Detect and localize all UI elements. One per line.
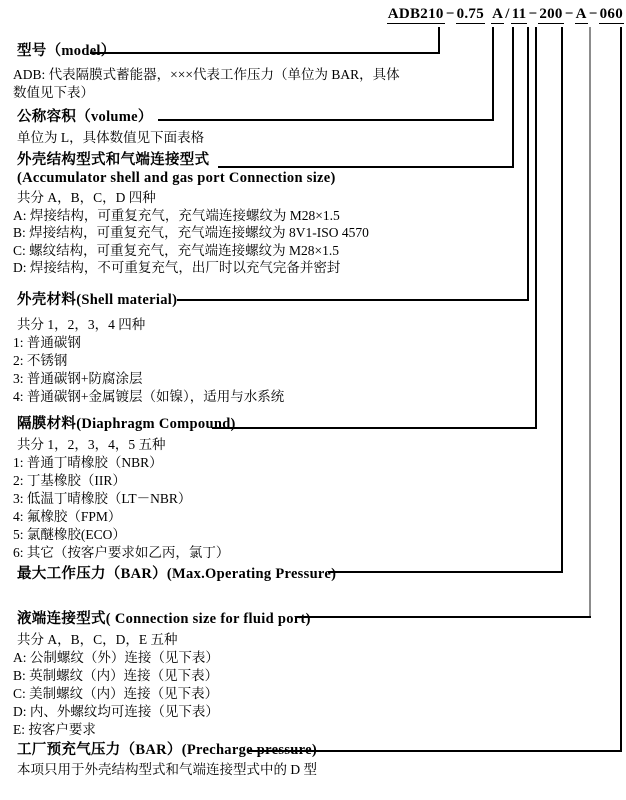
section-model-heading: 型号（model） bbox=[17, 43, 116, 59]
connector-model-vline bbox=[438, 27, 440, 54]
text-line: 5: 氯醚橡胶(ECO） bbox=[13, 527, 126, 542]
section-diaphragm bbox=[13, 415, 236, 562]
text-line: 数值见下表） bbox=[13, 85, 94, 100]
text-line: 1: 普通丁晴橡胶（NBR） bbox=[13, 455, 163, 470]
connector-shell-material-vline bbox=[527, 27, 529, 301]
model-code bbox=[387, 6, 624, 23]
text-line: 3: 普通碳钢+防腐涂层 bbox=[13, 371, 143, 386]
connector-diaphragm-hline bbox=[212, 427, 537, 429]
text-line: 1: 普通碳钢 bbox=[13, 335, 81, 350]
section-volume bbox=[13, 108, 204, 147]
text-line: C: 螺纹结构，可重复充气，充气端连接螺纹为 M28×1.5 bbox=[13, 242, 339, 258]
connector-diaphragm-vline bbox=[535, 27, 537, 429]
section-max-pressure bbox=[13, 565, 336, 583]
section-fluid-port bbox=[13, 610, 311, 739]
model-code-segment: 11 bbox=[511, 6, 527, 22]
connector-pressure-vline bbox=[561, 27, 563, 573]
model-code-segment: A bbox=[575, 6, 587, 22]
connector-volume-vline bbox=[492, 27, 494, 121]
connector-pressure-hline bbox=[328, 571, 563, 573]
section-precharge bbox=[13, 741, 317, 779]
text-line: 共分 1，2，3，4 四种 bbox=[17, 317, 146, 332]
model-code-separator: / bbox=[505, 6, 510, 22]
connector-fluid-port-hline bbox=[297, 616, 591, 618]
model-code-segment: ADB210 bbox=[387, 6, 444, 22]
text-line: 共分 A，B，C，D 四种 bbox=[17, 190, 156, 205]
text-line: ADB: 代表隔膜式蓄能器，×××代表工作压力（单位为 BAR，具体 bbox=[13, 67, 400, 82]
section-max-pressure-heading: 最大工作压力（BAR）(Max.Operating Pressure) bbox=[17, 566, 337, 582]
text-line: D: 焊接结构，不可重复充气，出厂时以充气完备并密封 bbox=[13, 260, 341, 276]
text-line: 6: 其它（按客户要求如乙丙，氯丁） bbox=[13, 545, 230, 560]
section-model bbox=[13, 42, 400, 102]
section-precharge-heading: 工厂预充气压力（BAR）(Precharge pressure) bbox=[17, 742, 317, 758]
text-line: A: 焊接结构，可重复充气，充气端连接螺纹为 M28×1.5 bbox=[13, 207, 340, 223]
text-line: B: 英制螺纹（内）连接（见下表） bbox=[13, 668, 219, 683]
section-shell-structure bbox=[13, 151, 369, 277]
section-fluid-port-heading: 液端连接型式( Connection size for fluid port) bbox=[17, 611, 311, 627]
model-code-segment: A bbox=[492, 6, 504, 22]
text-line: 2: 丁基橡胶（IIR） bbox=[13, 473, 126, 488]
text-line: 4: 普通碳钢+金属镀层（如镍），适用与水系统 bbox=[13, 389, 285, 404]
section-shell-structure-heading-en: (Accumulator shell and gas port Connection size) bbox=[17, 170, 336, 186]
text-line: D: 内、外螺纹均可连接（见下表） bbox=[13, 704, 219, 719]
model-code-separator: − bbox=[445, 6, 455, 22]
text-line: 单位为 L，具体数值见下面表格 bbox=[17, 130, 205, 145]
section-diaphragm-heading: 隔膜材料(Diaphragm Compound) bbox=[17, 416, 236, 432]
model-code-segment: 060 bbox=[599, 6, 623, 22]
connector-precharge-vline bbox=[620, 27, 622, 752]
connector-fluid-port-vline bbox=[589, 27, 591, 618]
connector-volume-hline bbox=[158, 119, 494, 121]
section-volume-heading: 公称容积（volume） bbox=[17, 109, 153, 125]
text-line: 3: 低温丁晴橡胶（LT－NBR） bbox=[13, 491, 192, 506]
model-code-segment: 200 bbox=[539, 6, 563, 22]
model-code-separator: − bbox=[588, 6, 598, 22]
section-shell-material bbox=[13, 291, 284, 406]
text-line: 4: 氟橡胶（FPM） bbox=[13, 509, 122, 524]
text-line: 共分 1，2，3，4，5 五种 bbox=[17, 437, 166, 452]
text-line: C: 美制螺纹（内）连接（见下表） bbox=[13, 686, 219, 701]
section-shell-material-heading: 外壳材料(Shell material) bbox=[17, 292, 178, 308]
text-line: B: 焊接结构，可重复充气，充气端连接螺纹为 8V1-ISO 4570 bbox=[13, 225, 369, 241]
section-shell-structure-heading: 外壳结构型式和气端连接型式 bbox=[17, 152, 210, 168]
text-line: 本项只用于外壳结构型式和气端连接型式中的 D 型 bbox=[17, 762, 317, 777]
connector-shell-structure-vline bbox=[512, 27, 514, 168]
text-line: 共分 A，B，C，D，E 五种 bbox=[17, 632, 178, 647]
model-code-segment: 0.75 bbox=[456, 6, 485, 22]
text-line: A: 公制螺纹（外）连接（见下表） bbox=[13, 650, 219, 665]
text-line: E: 按客户要求 bbox=[13, 722, 96, 737]
model-code-separator: − bbox=[528, 6, 538, 22]
text-line: 2: 不锈钢 bbox=[13, 353, 68, 368]
model-code-separator: − bbox=[564, 6, 574, 22]
